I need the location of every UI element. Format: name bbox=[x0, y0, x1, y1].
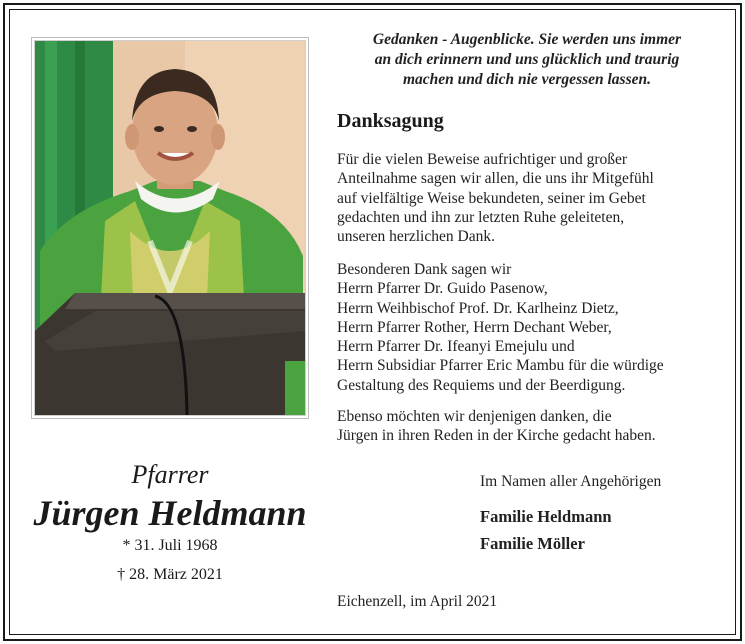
text-line: Anteilnahme sagen wir allen, die uns ihr Mitgefühl bbox=[337, 170, 654, 188]
portrait-photo bbox=[35, 41, 305, 415]
death-date: † 28. März 2021 bbox=[117, 566, 223, 583]
signature-intro: Im Namen aller Angehörigen bbox=[480, 473, 662, 490]
closing-paragraph bbox=[337, 407, 727, 446]
text-line: Jürgen in ihren Reden in der Kirche gedacht haben. bbox=[337, 427, 656, 445]
deceased-title: Pfarrer bbox=[131, 460, 209, 489]
text-line: Herrn Pfarrer Dr. Ifeanyi Emejulu und bbox=[337, 338, 575, 356]
deceased-name: Jürgen Heldmann bbox=[33, 493, 307, 533]
text-line: auf vielfältige Weise bekundeten, seiner im Gebet bbox=[337, 189, 646, 207]
portrait-illustration bbox=[35, 41, 305, 415]
text-line: Herrn Weihbischof Prof. Dr. Karlheinz Dietz, bbox=[337, 299, 619, 317]
quote-line: Gedanken - Augenblicke. Sie werden uns immer bbox=[372, 31, 682, 48]
text-line: Herrn Pfarrer Rother, Herrn Dechant Weber, bbox=[337, 318, 612, 336]
text-line: Ebenso möchten wir denjenigen danken, die bbox=[337, 408, 612, 425]
thanks-paragraph bbox=[337, 150, 727, 246]
quote-line: an dich erinnern und uns glücklich und traurig bbox=[374, 51, 680, 68]
text-line: unseren herzlichen Dank. bbox=[337, 228, 495, 246]
text-line: gedachten und ihn zur letzten Ruhe geleiteten, bbox=[337, 208, 625, 226]
quote-line: machen und dich nie vergessen lassen. bbox=[402, 71, 651, 88]
special-thanks-paragraph bbox=[337, 260, 727, 395]
text-line: Gestaltung des Requiems und der Beerdigung. bbox=[337, 376, 626, 394]
text-line: Herrn Subsidiar Pfarrer Eric Mambu für die würdige bbox=[337, 357, 664, 375]
birth-date: * 31. Juli 1968 bbox=[122, 537, 218, 554]
section-heading: Danksagung bbox=[337, 110, 444, 132]
family-name-1: Familie Heldmann bbox=[480, 507, 612, 526]
text-line: Besonderen Dank sagen wir bbox=[337, 261, 512, 278]
family-name-2: Familie Möller bbox=[480, 534, 585, 553]
place-date: Eichenzell, im April 2021 bbox=[337, 593, 498, 610]
text-line: Für die vielen Beweise aufrichtiger und großer bbox=[337, 151, 628, 168]
text-line: Herrn Pfarrer Dr. Guido Pasenow, bbox=[337, 280, 548, 298]
memorial-quote bbox=[337, 30, 717, 90]
